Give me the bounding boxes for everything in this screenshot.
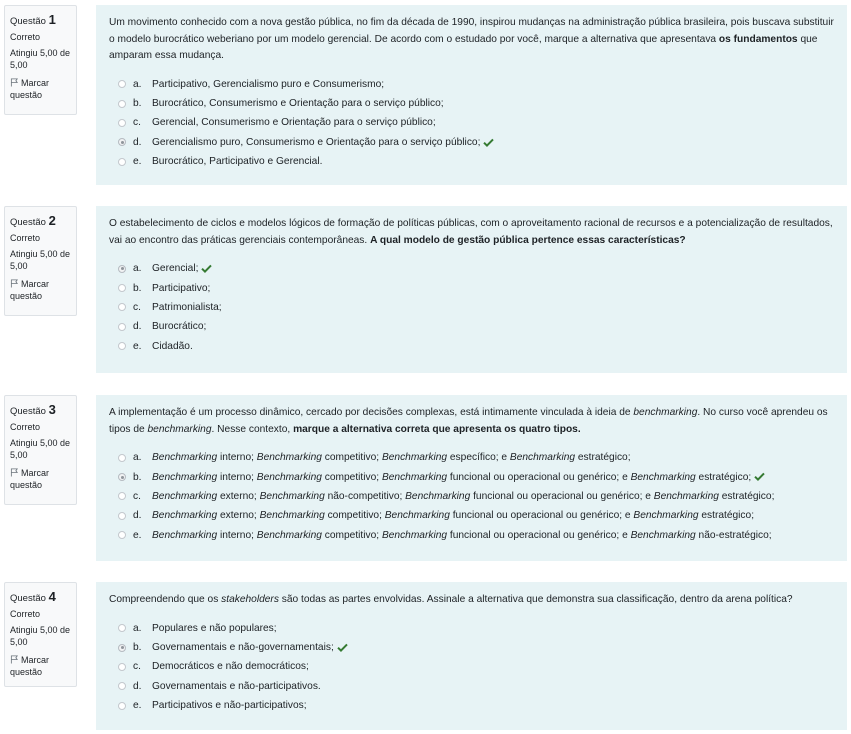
answer-list: [109, 75, 834, 172]
answer-option[interactable]: [109, 506, 834, 525]
answer-radio[interactable]: [118, 158, 126, 166]
answer-letter: b.: [133, 98, 142, 110]
answer-text: Burocrático, Participativo e Gerencial.: [152, 156, 323, 168]
flag-question-link[interactable]: Marcar questão: [10, 655, 50, 677]
answer-option[interactable]: [109, 278, 834, 297]
correct-check-icon: [201, 264, 212, 273]
question-grade: Atingiu 5,00 de 5,00: [10, 249, 71, 271]
answer-radio[interactable]: [118, 80, 126, 88]
flag-question-link[interactable]: Marcar questão: [10, 279, 50, 301]
flag-icon: [10, 279, 19, 288]
question-grade: Atingiu 5,00 de 5,00: [10, 438, 71, 460]
answer-radio[interactable]: [118, 265, 126, 273]
answer-letter: b.: [133, 282, 142, 294]
answer-radio[interactable]: [118, 682, 126, 690]
answer-letter: c.: [133, 490, 141, 502]
answer-option[interactable]: [109, 133, 834, 152]
answer-letter: b.: [133, 642, 142, 654]
question-number: Questão 4: [10, 589, 56, 604]
answer-radio[interactable]: [118, 100, 126, 108]
answer-text: Participativo, Gerencialismo puro e Consumerismo;: [152, 78, 385, 90]
answer-text: Populares e não populares;: [152, 622, 277, 634]
answer-option[interactable]: [109, 298, 834, 317]
answer-text: Benchmarking interno; Benchmarking competitivo; Benchmarking funcional ou operacional ou genérico; e Benchmarking estratégico;: [152, 472, 765, 483]
answer-letter: d.: [133, 680, 142, 692]
question-content: [96, 5, 847, 185]
question-state: Correto: [10, 32, 41, 42]
question-grade: Atingiu 5,00 de 5,00: [10, 625, 71, 647]
answer-radio[interactable]: [118, 473, 126, 481]
answer-list: [109, 259, 834, 356]
question-content: [96, 395, 847, 561]
answer-option[interactable]: [109, 696, 834, 715]
answer-radio[interactable]: [118, 342, 126, 350]
question-number: Questão 2: [10, 213, 56, 228]
answer-text: Participativos e não-participativos;: [152, 700, 307, 712]
answer-option[interactable]: [109, 75, 834, 94]
question-text: Compreendendo que os stakeholders são todas as partes envolvidas. Assinale a alternativa que demonstra sua classificação, dentro da arena política?: [109, 594, 793, 605]
answer-text: Cidadão.: [152, 340, 193, 352]
answer-option[interactable]: [109, 657, 834, 676]
answer-text: Participativo;: [152, 282, 211, 294]
answer-option[interactable]: [109, 94, 834, 113]
answer-radio[interactable]: [118, 644, 126, 652]
answer-letter: c.: [133, 661, 141, 673]
answer-radio[interactable]: [118, 454, 126, 462]
flag-question-link[interactable]: Marcar questão: [10, 78, 50, 100]
answer-option[interactable]: [109, 487, 834, 506]
answer-text: Benchmarking interno; Benchmarking competitivo; Benchmarking funcional ou operacional ou genérico; e Benchmarking não-estratégico;: [152, 529, 772, 541]
flag-icon: [10, 655, 19, 664]
answer-radio[interactable]: [118, 119, 126, 127]
question-info: [4, 395, 77, 505]
answer-list: [109, 448, 834, 545]
answer-letter: c.: [133, 117, 141, 129]
answer-text: Burocrático;: [152, 321, 207, 333]
question-info: [4, 582, 77, 687]
answer-option[interactable]: [109, 526, 834, 545]
answer-radio[interactable]: [118, 624, 126, 632]
question-state: Correto: [10, 422, 41, 432]
question-state: Correto: [10, 609, 41, 619]
answer-letter: a.: [133, 78, 142, 90]
answer-option[interactable]: [109, 317, 834, 336]
answer-option[interactable]: [109, 638, 834, 657]
question-content: [96, 582, 847, 730]
answer-list: [109, 619, 834, 716]
answer-text: Governamentais e não-participativos.: [152, 680, 321, 692]
flag-question-link[interactable]: Marcar questão: [10, 468, 50, 490]
answer-letter: b.: [133, 471, 142, 483]
answer-radio[interactable]: [118, 138, 126, 146]
answer-letter: a.: [133, 622, 142, 634]
answer-text: Gerencialismo puro, Consumerismo e Orientação para o serviço público;: [152, 137, 494, 148]
answer-text: Gerencial;: [152, 263, 212, 274]
correct-check-icon: [754, 472, 765, 481]
question-grade: Atingiu 5,00 de 5,00: [10, 48, 71, 70]
answer-radio[interactable]: [118, 512, 126, 520]
answer-radio[interactable]: [118, 492, 126, 500]
answer-text: Benchmarking externo; Benchmarking não-competitivo; Benchmarking funcional ou operacional ou genérico; e Benchmarking estratégico;: [152, 490, 775, 502]
flag-icon: [10, 468, 19, 477]
answer-option[interactable]: [109, 259, 834, 278]
answer-text: Patrimonialista;: [152, 301, 222, 313]
answer-option[interactable]: [109, 467, 834, 486]
answer-letter: c.: [133, 301, 141, 313]
answer-option[interactable]: [109, 152, 834, 171]
answer-radio[interactable]: [118, 702, 126, 710]
answer-text: Democráticos e não democráticos;: [152, 661, 309, 673]
answer-letter: e.: [133, 156, 142, 168]
answer-radio[interactable]: [118, 303, 126, 311]
answer-radio[interactable]: [118, 531, 126, 539]
answer-radio[interactable]: [118, 323, 126, 331]
answer-option[interactable]: [109, 448, 834, 467]
answer-text: Benchmarking interno; Benchmarking competitivo; Benchmarking específico; e Benchmarking estratégico;: [152, 452, 631, 464]
answer-letter: e.: [133, 340, 142, 352]
answer-letter: a.: [133, 263, 142, 275]
question-number: Questão 1: [10, 12, 56, 27]
answer-letter: e.: [133, 700, 142, 712]
answer-option[interactable]: [109, 677, 834, 696]
question-info: [4, 5, 77, 115]
answer-option[interactable]: [109, 619, 834, 638]
answer-option[interactable]: [109, 337, 834, 356]
flag-icon: [10, 78, 19, 87]
answer-letter: d.: [133, 510, 142, 522]
answer-letter: a.: [133, 452, 142, 464]
answer-letter: e.: [133, 529, 142, 541]
correct-check-icon: [483, 138, 494, 147]
answer-option[interactable]: [109, 113, 834, 132]
answer-text: Gerencial, Consumerismo e Orientação para o serviço público;: [152, 117, 436, 129]
question-text: A implementação é um processo dinâmico, cercado por decisões complexas, está intimamente vinculada à ideia de benchmarking. No curso você aprendeu os tipos de benchmarking. Nesse contexto, marque a alternativa correta que apresenta os quatro tipos.: [109, 407, 828, 435]
answer-text: Governamentais e não-governamentais;: [152, 642, 348, 653]
answer-letter: d.: [133, 321, 142, 333]
question-text: Um movimento conhecido com a nova gestão pública, no fim da década de 1990, inspirou mudanças na administração pública brasileira, pois buscava substituir o modelo burocrático weberiano por um modelo gerencial. De acordo com o estudado por você, marque a alternativa que apresentava os fundamentos que amparam essa mudança.: [109, 17, 834, 61]
question-text: O estabelecimento de ciclos e modelos lógicos de formação de políticas públicas, com o aproveitamento racional de recursos e a potencialização de resultados, vai ao encontro das práticas gerenciais contemporâneas. A qual modelo de gestão pública pertence essas características?: [109, 218, 833, 246]
question-number: Questão 3: [10, 402, 56, 417]
answer-text: Benchmarking externo; Benchmarking competitivo; Benchmarking funcional ou operacional ou genérico; e Benchmarking estratégico;: [152, 510, 755, 522]
question-content: [96, 206, 847, 373]
answer-letter: d.: [133, 136, 142, 148]
answer-radio[interactable]: [118, 663, 126, 671]
question-state: Correto: [10, 233, 41, 243]
correct-check-icon: [337, 643, 348, 652]
question-info: [4, 206, 77, 316]
answer-radio[interactable]: [118, 284, 126, 292]
answer-text: Burocrático, Consumerismo e Orientação para o serviço público;: [152, 98, 444, 110]
